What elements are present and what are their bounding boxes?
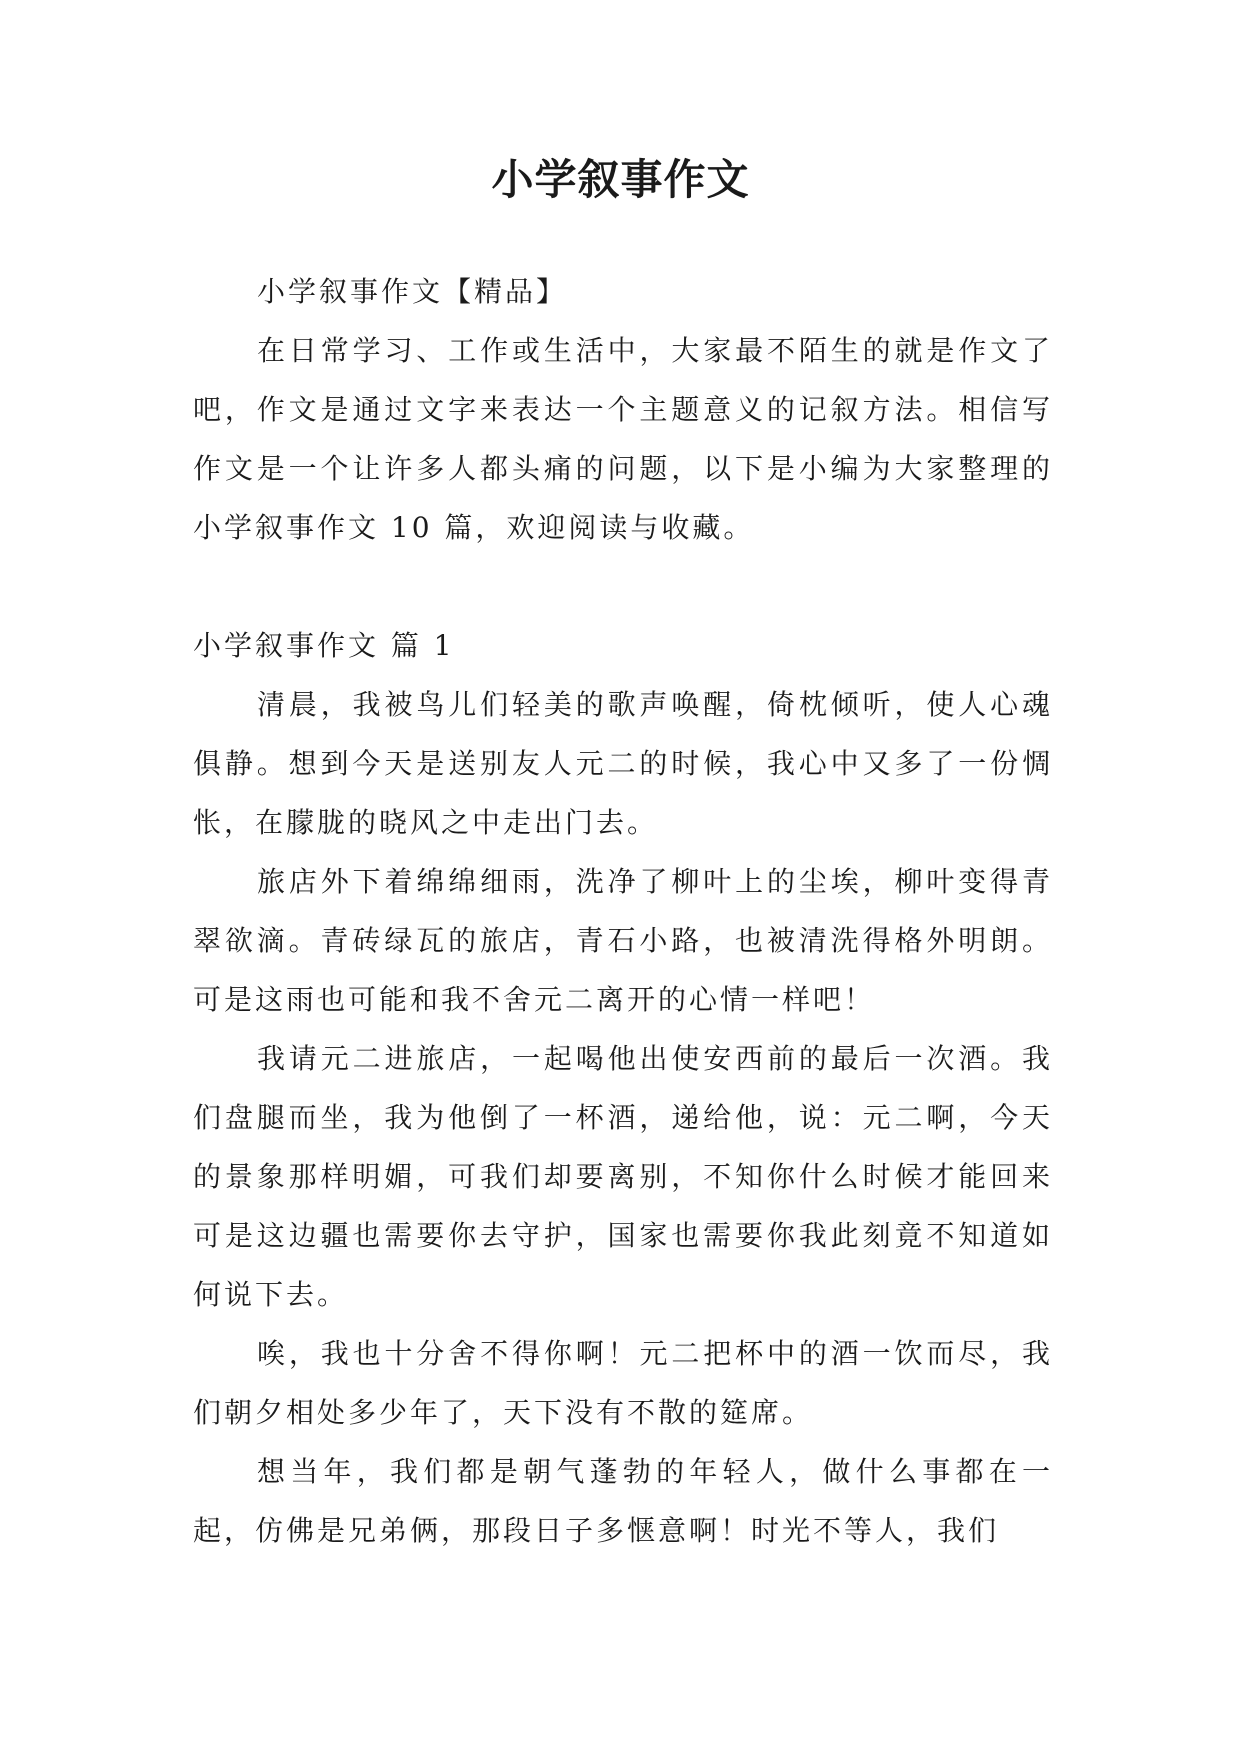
story-paragraph: 唉，我也十分舍不得你啊！元二把杯中的酒一饮而尽，我们朝夕相处多少年了，天下没有不散的筵席。 xyxy=(193,1337,1053,1429)
section-heading: 小学叙事作文 篇 1 xyxy=(193,629,455,662)
story-paragraph: 清晨，我被鸟儿们轻美的歌声唤醒，倚枕倾听，使人心魂俱静。想到今天是送别友人元二的时候，我心中又多了一份惆怅，在朦胧的晓风之中走出门去。 xyxy=(193,688,1053,839)
document-body xyxy=(193,262,1053,1560)
story-paragraph: 旅店外下着绵绵细雨，洗净了柳叶上的尘埃，柳叶变得青翠欲滴。青砖绿瓦的旅店，青石小路，也被清洗得格外明朗。可是这雨也可能和我不舍元二离开的心情一样吧！ xyxy=(193,865,1053,1016)
document-title: 小学叙事作文 xyxy=(491,155,750,204)
story-paragraph: 我请元二进旅店，一起喝他出使安西前的最后一次酒。我们盘腿而坐，我为他倒了一杯酒，递给他，说：元二啊，今天的景象那样明媚，可我们却要离别，不知你什么时候才能回来可是这边疆也需要你去守护，国家也需要你我此刻竟不知道如何说下去。 xyxy=(193,1042,1053,1311)
document-subtitle: 小学叙事作文【精品】 xyxy=(257,275,568,308)
story-paragraph: 想当年，我们都是朝气蓬勃的年轻人，做什么事都在一起，仿佛是兄弟俩，那段日子多惬意啊！时光不等人，我们 xyxy=(193,1455,1053,1547)
intro-paragraph: 在日常学习、工作或生活中，大家最不陌生的就是作文了吧，作文是通过文字来表达一个主题意义的记叙方法。相信写作文是一个让许多人都头痛的问题，以下是小编为大家整理的小学叙事作文 10 篇，欢迎阅读与收藏。 xyxy=(193,334,1053,544)
